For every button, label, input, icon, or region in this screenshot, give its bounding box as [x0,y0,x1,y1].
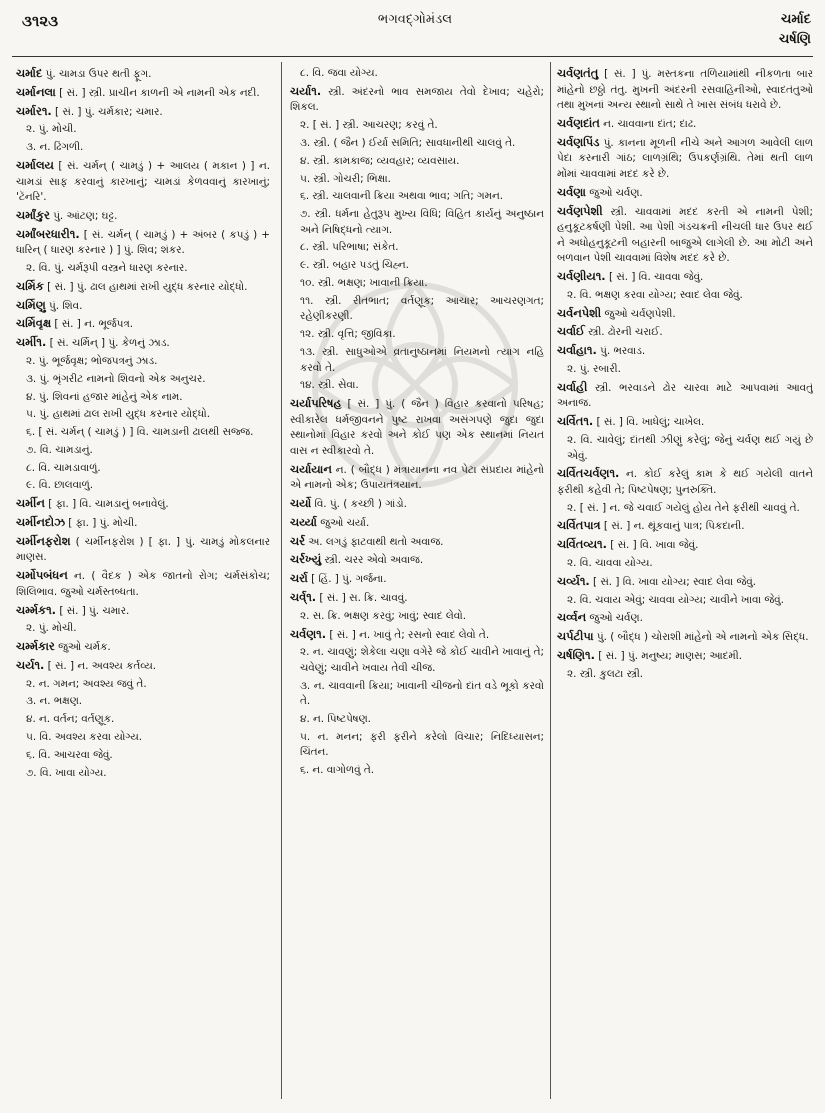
entry-definition: ૫. સ્ત્રી. ગોચરી; ભિક્ષા. [300,172,391,185]
entry-sense [290,730,544,761]
entry-sense [16,748,270,764]
dictionary-entry [290,496,544,513]
entry-definition: ન. ( વૈદક ) એક જાતનો રોગ; ચર્મસંકોચ; શિલિભાવ. જુઓ ચર્મસ્તબ્ધતા. [16,570,270,598]
entry-sense [290,345,544,376]
guide-word-last: ચર્ષણિ [779,32,811,47]
entry-definition: ૧૨. સ્ત્રી. વૃત્તિ; જીવિકા. [300,328,396,341]
entry-sense [16,140,270,156]
entry-headword: ચર્પટીપા [557,629,594,644]
entry-definition: [ સં. ] વિ. ખાવા યોગ્ય; સ્વાદ લેવા જેવું. [589,575,757,588]
entry-headword: ચર્ષણિ૧. [557,647,595,662]
entry-headword: ચર્ય૧. [16,657,45,672]
entry-headword: ચર્વાહા૧. [557,343,597,358]
entry-definition: [ સં. ] સ્ત્રી. પ્રાચીન કાળની એ નામની એક નદી. [55,86,260,99]
entry-definition: [ સં. ] પું. ( જૈન ) વિહાર કરવાનો પરિષહ; સ્વીકારેલ ધર્મજીવનને પુષ્ટ રાખવા અસંગપણે જુદા જુદા સ્થાનોમાં વિહાર કરવો અને કોઈ પણ એક સ્થાનમાં નિયત વાસ ન સ્વીકારવો તે. [290,398,544,457]
dictionary-entry [557,135,813,183]
entry-definition: [ સં. ] પું. ઢાલ હાથમાં રાખી યુદ્ધ કરનાર યોદ્ધો. [43,280,248,293]
entry-headword: ચર્મિક [16,278,44,293]
entry-definition: [ સં. ] ન. થૂંકવાનું પાત્ર; પિકદાની. [600,520,745,533]
column-divider-1 [281,62,282,1099]
entry-definition: ૬. સ્ત્રી. ચાલવાની ક્રિયા અથવા ભાવ; ગતિ; ગમન. [300,190,504,203]
dictionary-entry [16,104,270,121]
entry-definition: [ સં. ચર્મિન્ ] પું. કેળનું ઝાડ. [46,337,170,350]
entry-headword: ચર્માંબરધારી૧. [16,226,80,241]
entry-definition: ૫. વિ. અવશ્ય કરવા યોગ્ય. [26,730,143,743]
entry-sense [16,443,270,459]
entry-headword: ચર્વણદાંત [557,115,600,130]
entry-sense [16,478,270,494]
entry-headword: ચર્મીન [16,496,45,511]
entry-definition: [ સં. ] ન. અવશ્ય કર્તવ્ય. [44,659,157,672]
entry-headword: ચર્વ્વન [557,610,587,625]
entry-definition: [ ફા. ] પું. મોચી. [64,516,138,529]
entry-definition: [ સં. ] સ. ક્રિ. ચાવવું. [316,591,408,604]
dictionary-entry [16,515,270,532]
dictionary-entry [557,306,813,323]
entry-sense [557,288,813,304]
dictionary-entry [557,380,813,412]
entry-headword: ચર્વણપેશી [557,203,603,218]
entry-definition: ૨. પું. રબારી. [567,362,621,375]
dictionary-entry [290,515,544,532]
entry-definition: ન. ( બૌદ્ધ ) મંત્રાયાનના નવ પેટા સંપ્રદાય માંહેનો એ નામનો એક; ઉપાયતંત્રયાન. [290,463,544,492]
entry-sense [16,372,270,388]
entry-definition: ૨. વિ. ચાવેલું; દાંતથી ઝીણું કરેલું; જેનું ચર્વણ થઈ ગયું છે એવું. [567,433,813,462]
dictionary-entry [16,603,270,620]
entry-definition: [ ફા. ] વિ. ચામડાનું બનાવેલું. [44,498,169,511]
entry-headword: ચર્વનપેશી [557,305,602,320]
entry-headword: ચર્રા [290,571,308,586]
dictionary-entry [557,537,813,554]
entry-sense [16,677,270,693]
entry-definition: ૮. સ્ત્રી. પરિભાષા; સંકેત. [300,241,399,254]
entry-definition: [ સં. ] પું. ચમાર. [56,604,130,617]
entry-headword: ચર્મોપબંધન [16,568,68,583]
dictionary-entry [16,66,270,83]
entry-definition: ૨. [ સં. ] ન. જે ચવાઈ ગયેલું હોય તેને ફરીથી ચાવવું તે. [567,501,800,514]
dictionary-entry [16,298,270,315]
dictionary-entry [557,629,813,646]
entry-headword: ચર્માંકુર [16,207,50,222]
dictionary-entry [557,116,813,133]
entry-headword: ચર્વણા [557,184,586,199]
entry-headword: ચર્માલય [16,157,54,172]
entry-definition: ૧૩. સ્ત્રી. સાધુઓએ વ્રતાનુષ્ઠાનમાં નિયમનો ત્યાગ નહિ કરવો તે. [300,345,544,374]
dictionary-entry [557,466,813,498]
entry-headword: ચર્માર૧. [16,103,52,118]
entry-definition: ૮. વિ. જવા યોગ્ય. [300,67,378,79]
entry-definition: [ સં. ] ન. ભૂર્જપત્ર. [51,318,134,331]
entry-sense [290,118,544,134]
dictionary-entry [290,84,544,116]
entry-definition: પું. શિવ. [45,299,83,312]
entry-sense [557,667,813,683]
entry-definition: ૪. ન. પિષ્ટપેષણ. [300,713,371,726]
entry-headword: ચર્મી૧. [16,335,47,350]
column-1 [16,66,270,1105]
header-rule [12,56,813,57]
entry-headword: ચર્વિતચર્વણ૧. [557,466,620,481]
entry-definition: ૩. ન. ચાવવાની ક્રિયા; ખાવાની ચીજનો દાંત વડે ભૂકો કરવો તે. [300,679,544,708]
entry-definition: ૩. ન. ઢિંગળી. [26,141,84,154]
entry-definition: ૬. વિ. આચરવા જેવું. [26,748,113,761]
entry-headword: ચર્વણીય૧. [557,269,606,284]
entry-definition: જુઓ ચર્વણ. [586,612,643,625]
entry-sense [290,207,544,238]
dictionary-entry [16,335,270,352]
dictionary-entry [557,185,813,202]
entry-headword: ચર્યો [290,496,312,511]
dictionary-entry [16,568,270,600]
entry-definition: ૩. પું. ભૃંગરીટ નામનો શિવનો એક અનુચર. [26,372,206,385]
entry-definition: ૬. ન. વાગોળવું તે. [300,764,375,777]
entry-definition: પું. કાનના મૂળની નીચે અને આગળ આવેલી લાળ પેદા કરનારી ગાંઠ; લાળગ્રંથિ; ઉપકર્ણગ્રંથિ. તેમાં થતી લાળ મોંમાં ચાવવામાં મદદ કરે છે. [557,136,813,180]
entry-definition: [ સં. ] ન. ખાવું તે; રસનો સ્વાદ લેવો તે. [326,628,490,641]
entry-definition: ૨. વિ. ભક્ષણ કરવા યોગ્ય; સ્વાદ લેવા જેવું. [567,288,743,301]
entry-definition: [ સં. ચર્મન્ ( ચામડું ) + આલય ( મકાન ) ] ન. ચામડાં સાફ કરવાનું કારખાનું; ચામડાં કેળવવાનું કારખાનું; 'ટૅનરિ'. [16,159,270,204]
dictionary-entry [290,552,544,569]
entry-definition: ૨. ન. ગમન; અવશ્ય જવું તે. [26,677,147,690]
entry-definition: ૧૧. સ્ત્રી. રીતભાત; વર્તણૂક; આચાર; આચરણગત; રહેણીકરણી. [300,294,544,323]
page-header [0,10,825,60]
entry-sense [290,66,544,82]
entry-definition: ૨. સ. ક્રિ. ભક્ષણ કરવું; ખાવું; સ્વાદ લેવો. [300,609,467,622]
entry-headword: ચર્વાઈ [557,324,585,339]
page-number: ૩૧૨૩ [22,12,59,30]
entry-sense [290,327,544,343]
column-2 [290,66,544,1105]
dictionary-entry [557,66,813,114]
entry-sense [16,621,270,637]
entry-definition: ૨. સ્ત્રી. કુલટા સ્ત્રી. [567,667,644,680]
entry-definition: પું. ભરવાડ. [596,345,646,358]
entry-sense [557,556,813,572]
entry-definition: ન. કોઈ કરેલું કામ કે થઈ ગયેલી વાતને ફરીથી કહેવી તે; પિષ્ટપેષણ; પુનરુક્તિ. [557,468,813,496]
entry-definition: ( ચર્મીનફરોશ ) [ ફા. ] પું. ચામડું મોકલનાર માણસ. [16,535,270,564]
entry-headword: ચર્યાયાન [290,461,332,476]
entry-headword: ચર્મિણુ [16,297,46,312]
dictionary-entry [290,590,544,607]
entry-headword: ચર્વ્૧. [290,589,317,604]
entry-definition: જુઓ ચર્વણપેશી. [601,307,676,320]
entry-definition: જુઓ ચર્યા. [316,516,370,529]
entry-definition: ૭. વિ. ચામડાનું. [26,443,93,456]
entry-sense [290,154,544,170]
dictionary-entry [16,158,270,206]
entry-definition: ૭. વિ. ખાવા યોગ્ય. [26,766,107,779]
entry-definition: [ સં. ચર્મન્ ( ચામડું ) + અંબર ( કપડું ) + ધારિન્ ( ધારણ કરનાર ) ] પું. શિવ; શંકર. [16,228,270,257]
entry-definition: પું. ચામડા ઉપર થતી ફૂગ. [42,68,152,80]
dictionary-entry [557,610,813,627]
dictionary-entry [557,343,813,360]
entry-definition: [ સં. ] પું. ચર્મકાર; ચમાર. [51,105,163,118]
entry-sense [16,694,270,710]
entry-definition: ૪. ન. વર્તન; વર્તણૂક. [26,713,115,726]
entry-definition: ૨. વિ. પું. ચર્મરૂપી વસ્ત્રને ધારણ કરનાર. [26,262,188,275]
entry-definition: ૧૪. સ્ત્રી. સેવા. [300,379,359,392]
entry-definition: ન. ચાવવાના દાંત; દાઢ. [599,117,697,130]
entry-sense [16,261,270,277]
entry-definition: ૯. વિ. છાલવાળું. [26,479,94,492]
column-divider-2 [550,62,551,1099]
entry-headword: ચર્માદ [16,66,43,80]
guide-word-first: ચર્માદ [780,12,811,27]
entry-sense [557,362,813,378]
entry-definition: ૬. [ સં. ચર્મન્ ( ચામડું ) ] વિ. ચામડાની ઢાલથી સજ્જ. [26,426,254,439]
entry-definition: ૨. [ સં. ] સ્ત્રી. આચરણ; કરવું તે. [300,119,438,132]
dictionary-entry [557,414,813,431]
entry-definition: [ સં. ] વિ. ચાવવા જેવું. [605,271,704,284]
entry-definition: જુઓ ચર્મક. [54,641,111,654]
entry-sense [290,712,544,728]
dictionary-entry [290,571,544,588]
dictionary-entry [16,316,270,333]
entry-sense [16,407,270,423]
entry-sense [16,354,270,370]
entry-sense [16,425,270,441]
dictionary-entry [290,396,544,459]
entry-sense [290,679,544,710]
entry-sense [290,294,544,325]
entry-definition: જુઓ ચર્વણ. [585,186,643,199]
entry-headword: ચર્વણ૧. [290,626,327,641]
dictionary-entry [290,462,544,494]
entry-sense [290,645,544,676]
entry-headword: ચર્મ્મકાર [16,639,55,654]
entry-sense [557,593,813,609]
entry-sense [290,276,544,292]
entry-definition: પું. આંટણ; ઘટ્ટ. [49,209,118,222]
entry-definition: સ્ત્રી. અંદરનો ભાવ સમજાય તેવો દેખાવ; ચહેરો; શિકલ. [290,85,544,114]
column-3 [557,66,813,1105]
entry-sense [557,501,813,517]
entry-headword: ચર્ય્યા [290,514,317,529]
dictionary-entry [16,208,270,225]
entry-definition: [ સં. ] પું. મનુષ્ય; માણસ; આદમી. [594,649,743,662]
entry-definition: ૨. વિ. ચાવવા યોગ્ય. [567,557,653,569]
running-title: ભગવદ્ગોમંડલ [377,12,453,27]
entry-sense [290,258,544,274]
entry-sense [16,712,270,728]
entry-definition: સ્ત્રી. ભરવાડને ઢોર ચારવા માટે આપવામાં આવતું અનાજ. [557,381,813,410]
entry-sense [290,763,544,779]
entry-headword: ચર્યા૧. [290,83,322,98]
entry-definition: [ સં. ] વિ. ખાધેલું; ચાખેલ. [593,416,705,429]
entry-definition: ૫. ન. મનન; ફરી ફરીને કરેલો વિચાર; નિદિધ્યાસન; ચિંતન. [300,730,544,759]
entry-definition: ૯. સ્ત્રી. બહાર પડતું ચિહ્ન. [300,259,409,272]
entry-sense [290,378,544,394]
entry-definition: ૩. ન. ભક્ષણ. [26,695,83,708]
entry-headword: ચર્રખ્યું [290,552,322,567]
dictionary-entry [557,204,813,267]
dictionary-entry [557,574,813,591]
entry-headword: ચર્વિત૧. [557,414,594,429]
dictionary-entry [16,658,270,675]
entry-definition: ૨. પું. મોચી. [26,123,77,136]
entry-headword: ચર્વિતપાત્ર [557,518,601,533]
dictionary-entry [16,85,270,102]
entry-sense [290,240,544,256]
dictionary-entry [16,496,270,513]
guide-words [779,10,811,50]
entry-sense [290,609,544,625]
entry-definition: ૨. વિ. ચવાય એવું; ચાવવા યોગ્ય; ચાવીને ખાવા જેવું. [567,593,784,606]
entry-definition: વિ. પું. ( કચ્છી ) ગાંડો. [311,498,407,511]
entry-sense [290,172,544,188]
entry-headword: ચર્મીનદોઝ [16,514,65,529]
entry-sense [16,730,270,746]
entry-sense [290,189,544,205]
entry-definition: ૨. પું. મોચી. [26,622,77,635]
entry-definition: ૨. પું. ભૂર્જવૃક્ષ; ભોજપત્રનું ઝાડ. [26,354,158,367]
entry-sense [557,433,813,464]
dictionary-entry [290,534,544,551]
entry-headword: ચર્મિવૃક્ષ [16,316,52,331]
dictionary-entry [557,324,813,341]
entry-sense [16,122,270,138]
dictionary-entry [16,639,270,656]
entry-headword: ચર્વિતવ્ય૧. [557,537,607,552]
entry-definition: ૫. પું. હાથમાં ઢાલ રાખી યુદ્ધ કરનાર યોદ્ધો. [26,408,211,421]
entry-headword: ચર્ર [290,533,306,548]
entry-sense [16,390,270,406]
entry-headword: ચર્યાપરિષહ [290,396,342,411]
entry-headword: ચર્માનલા [16,84,56,99]
entry-sense [16,461,270,477]
entry-headword: ચર્વ્ય૧. [557,573,590,588]
entry-definition: ૮. વિ. ચામડાવાળું. [26,461,101,474]
entry-definition: ૭. સ્ત્રી. ધર્મના હેતુરૂપ મુખ્ય વિધિ; વિહિત કાર્યનું અનુષ્ઠાન અને નિષિદ્ધનો ત્યાગ. [300,208,544,236]
entry-definition: [ હિં. ] પું. ગર્જના. [307,573,387,586]
entry-definition: સ્ત્રી. ચરર એવો અવાજ. [321,554,424,567]
entry-headword: ચર્મીનફરોશ [16,533,71,548]
entry-definition: ૧૦. સ્ત્રી. ભક્ષણ; ખાવાની ક્રિયા. [300,277,428,289]
dictionary-entry [557,648,813,665]
entry-definition: પું. ( બૌદ્ધ ) ચોરાશી માંહેનો એ નામનો એક સિદ્ધ. [593,631,809,644]
entry-definition: [ સં. ] વિ. ખાવા જેવું. [606,539,699,552]
entry-definition: ૪. પું. શિવનાં હજાર માંહેનું એક નામ. [26,390,183,403]
entry-headword: ચર્વણપિંડ [557,134,600,149]
entry-headword: ચર્મ્મક૧. [16,602,57,617]
entry-definition: ૪. સ્ત્રી. કામકાજ; વ્યવહાર; વ્યવસાય. [300,154,460,167]
dictionary-entry [16,227,270,259]
entry-definition: અ. લગડું ફાટવાથી થતો અવાજ. [305,535,444,548]
entry-definition: ૨. ન. ચાવણું; શેકેલા ચણા વગેરે જે કોઈ ચાવીને ખાવાનું તે; ચવેણું; ચાવીને ખવાય તેવી ચીજ. [300,646,544,674]
dictionary-entry [557,269,813,286]
dictionary-entry [16,279,270,296]
dictionary-entry [16,534,270,566]
entry-headword: ચર્વણતંતુ [557,66,599,80]
dictionary-entry [557,518,813,535]
dictionary-entry [290,627,544,644]
entry-sense [290,136,544,152]
entry-sense [16,766,270,782]
entry-definition: [ સં. ] પું. મસ્તકના તળિયામાંથી નીકળતા બાર માંહેનો છઠ્ઠો તંતુ. મુખની અંદરની રસવાહિનીઓ, સ્વાદતંતુઓ તથા મુખનાં અન્ય સ્થાનો સાથે તે ખાસ સંબંધ ધરાવે છે. [557,68,813,112]
entry-headword: ચર્વાહી [557,379,588,394]
entry-definition: ૩. સ્ત્રી. ( જૈન ) ઈર્યા સમિતિ; સાવધાનીથી ચાલવું તે. [300,136,516,149]
entry-definition: સ્ત્રી. ઢોરની ચરાઈ. [584,326,663,339]
entry-definition: સ્ત્રી. ચાવવામાં મદદ કરતી એ નામની પેશી; હનુકૂટકર્ષણી પેશી. આ પેશી ગંડચક્રની નીચલી ધાર ઉપર થઈ ને અધોહનુકૂટની બહારની બાજુએ લાગેલી છે. આ મોટી અને બળવાન પેશી ચાવવામાં વિશેષ મદદ કરે છે. [557,205,813,265]
